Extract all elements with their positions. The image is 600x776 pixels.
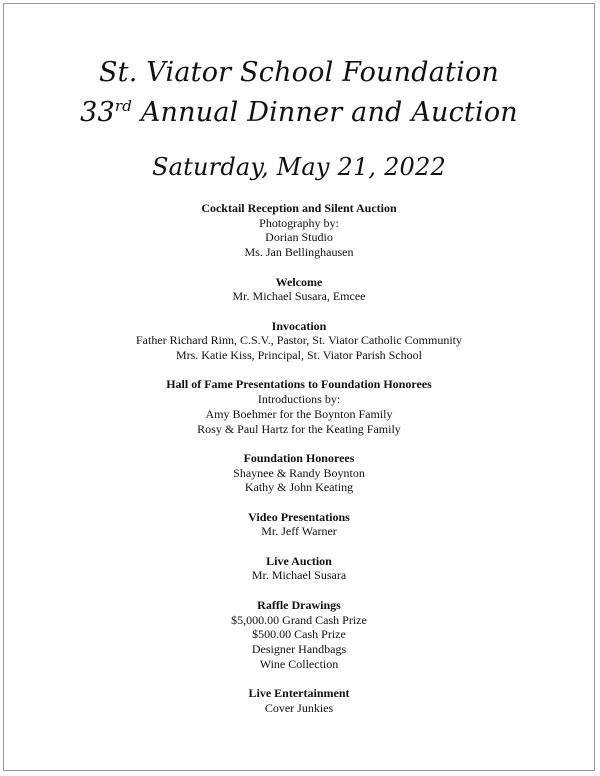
foundation-title: St. Viator School Foundation: [98, 57, 499, 88]
section-line: Father Richard Rinn, C.S.V., Pastor, St. Viator Catholic Community: [135, 333, 463, 348]
section-line: Mr. Michael Susara: [251, 568, 347, 583]
section-title: Video Presentations: [248, 509, 350, 524]
program-section-raffle-drawings: [4, 598, 594, 672]
program-section-cocktail-reception: [4, 201, 594, 260]
section-line: Introductions by:: [257, 392, 341, 407]
event-ordinal-suffix: rd: [114, 97, 133, 115]
section-line: Ms. Jan Bellinghausen: [244, 245, 354, 260]
section-line: Mr. Jeff Warner: [261, 524, 337, 539]
section-title: Invocation: [271, 318, 327, 333]
section-title: Foundation Honorees: [243, 450, 355, 465]
program-section-video-presentations: [4, 510, 594, 539]
program-section-hall-of-fame: [4, 377, 594, 436]
event-date: Saturday, May 21, 2022: [152, 153, 446, 181]
section-line: Rosy & Paul Hartz for the Keating Family: [197, 421, 401, 436]
section-title: Live Entertainment: [248, 686, 350, 701]
section-title: Cocktail Reception and Silent Auction: [201, 201, 397, 215]
section-line: Mr. Michael Susara, Emcee: [232, 289, 366, 304]
program-list: [4, 201, 594, 730]
section-line: $5,000.00 Grand Cash Prize: [231, 612, 367, 627]
section-title: Live Auction: [266, 553, 332, 568]
program-section-welcome: [4, 275, 594, 304]
event-title-rest: Annual Dinner and Auction: [132, 97, 518, 128]
section-line: Cover Junkies: [264, 700, 334, 715]
section-line: Amy Boehmer for the Boynton Family: [205, 406, 393, 421]
event-title: [4, 96, 594, 130]
program-section-invocation: [4, 319, 594, 363]
program-page: [3, 3, 595, 771]
program-section-live-auction: [4, 554, 594, 583]
section-title: Welcome: [275, 274, 323, 289]
section-line: Photography by:: [259, 215, 339, 230]
program-section-live-entertainment: [4, 686, 594, 715]
program-section-foundation-honorees: [4, 451, 594, 495]
event-ordinal-number: 33: [80, 97, 115, 128]
section-line: Dorian Studio: [265, 230, 333, 245]
section-line: Mrs. Katie Kiss, Principal, St. Viator Parish School: [175, 348, 423, 362]
section-line: Wine Collection: [259, 656, 339, 671]
section-line: Shaynee & Randy Boynton: [233, 465, 365, 480]
section-title: Raffle Drawings: [257, 597, 341, 612]
section-line: $500.00 Cash Prize: [252, 627, 346, 642]
section-title: Hall of Fame Presentations to Foundation Honorees: [166, 377, 432, 392]
section-line: Kathy & John Keating: [244, 480, 354, 495]
section-line: Designer Handbags: [251, 641, 347, 656]
